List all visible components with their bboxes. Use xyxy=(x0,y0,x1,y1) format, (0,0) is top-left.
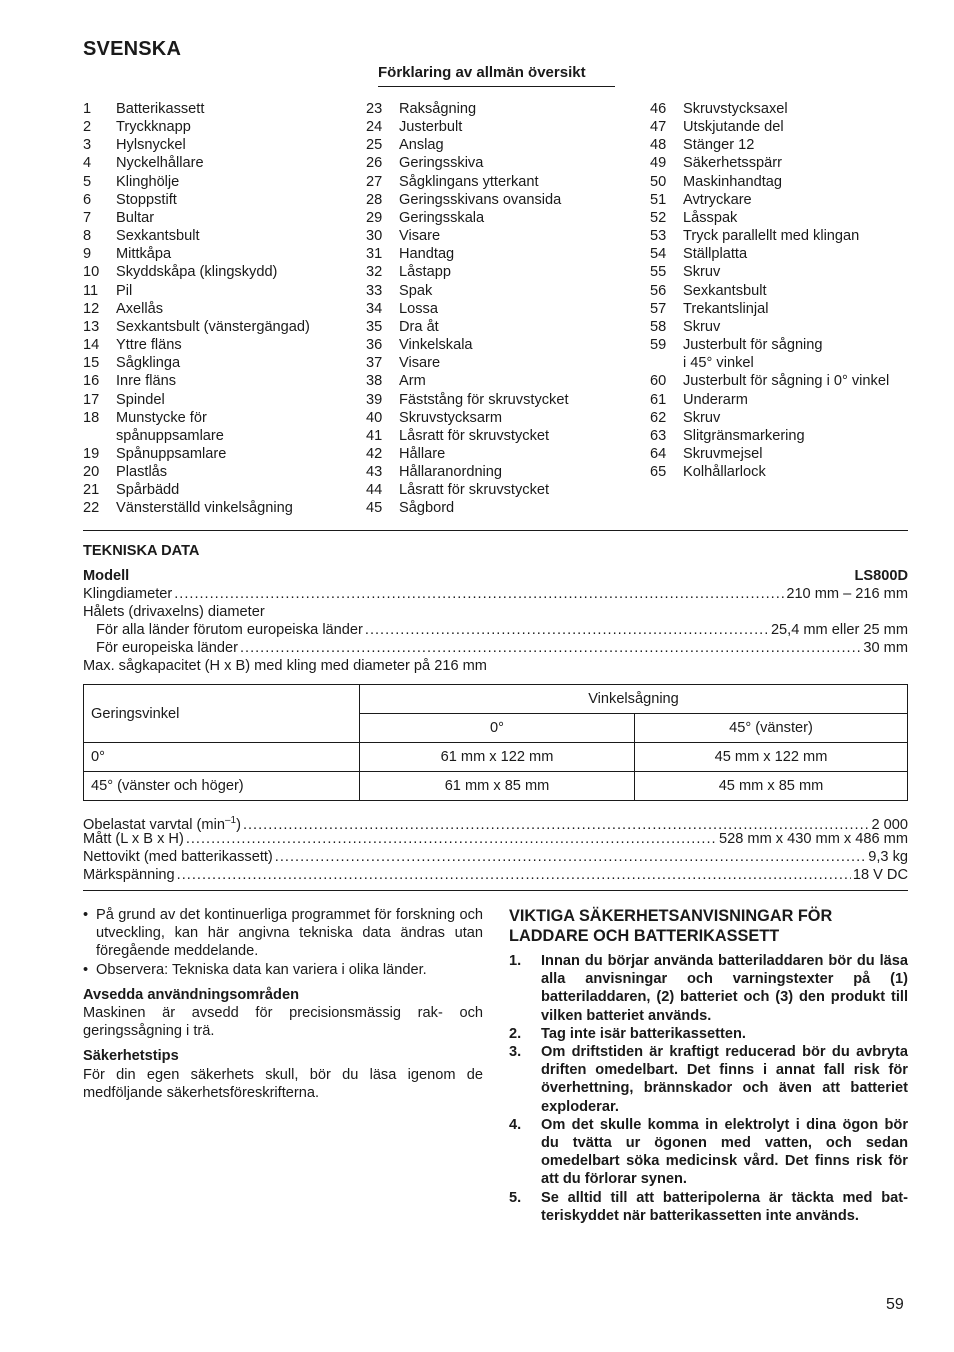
list-item xyxy=(366,263,569,281)
list-item xyxy=(650,136,889,154)
legend-label: Yttre fläns xyxy=(116,337,182,354)
safety-column xyxy=(509,906,908,1225)
list-item xyxy=(509,1025,908,1043)
legend-label: Munstycke för xyxy=(116,409,207,426)
legend-label: Skruvstycksaxel xyxy=(683,101,788,117)
legend-label: Pil xyxy=(116,282,133,299)
list-item xyxy=(366,336,569,354)
legend-label: Spak xyxy=(399,282,433,299)
legend-number: 52 xyxy=(650,209,667,226)
leader-dots xyxy=(365,621,769,639)
safety-tips-text: För din egen säkerhets skull, bör du läsa igenom de medföljande säkerhetsföreskrifterna. xyxy=(83,1066,483,1101)
list-item xyxy=(366,300,569,318)
legend-label: Fäststång för skruvstycket xyxy=(399,391,569,408)
legend-number: 36 xyxy=(366,337,383,354)
leader-dots xyxy=(174,585,784,603)
legend-number: 40 xyxy=(366,409,383,426)
legend-number: 16 xyxy=(83,373,100,390)
list-item xyxy=(83,499,310,517)
list-item xyxy=(83,191,310,209)
list-item xyxy=(366,245,569,263)
leader-dots xyxy=(275,848,866,866)
legend-number: 11 xyxy=(83,282,99,299)
table-header-bevel-45: 45° (vänster) xyxy=(635,714,908,743)
legend-label: Dra åt xyxy=(399,318,439,335)
table-cell: 45 mm x 85 mm xyxy=(635,772,908,801)
legend-label: Vänsterställd vinkelsågning xyxy=(116,500,293,517)
legend-number: 22 xyxy=(83,500,100,517)
legend-number: 43 xyxy=(366,464,383,481)
legend-label: Geringsskiva xyxy=(399,155,484,172)
spec-speed-value: 2 000 xyxy=(871,816,908,833)
list-item xyxy=(83,209,310,227)
legend-number: 63 xyxy=(650,427,667,444)
bullet-icon: • xyxy=(83,961,89,978)
legend-label: Stoppstift xyxy=(116,191,177,208)
legend-column-1 xyxy=(83,100,310,518)
legend-number: 20 xyxy=(83,464,100,481)
legend-label: Låsspak xyxy=(683,209,738,226)
spec-voltage-row xyxy=(83,866,908,884)
list-item xyxy=(83,336,310,354)
legend-number: 34 xyxy=(366,300,383,317)
legend-label: Visare xyxy=(399,228,441,245)
legend-label: Kolhållarlock xyxy=(683,464,766,481)
legend-label: Lossa xyxy=(399,300,438,317)
legend-label: Raksågning xyxy=(399,101,477,117)
legend-number xyxy=(83,427,116,445)
spec-model-value: LS800D xyxy=(854,568,908,584)
legend-label: Tryckknapp xyxy=(116,119,191,136)
list-item xyxy=(83,282,310,300)
divider xyxy=(83,530,908,531)
table-cell: 61 mm x 122 mm xyxy=(360,743,635,772)
legend-number: 28 xyxy=(366,191,383,208)
list-item xyxy=(366,372,569,390)
list-item xyxy=(366,173,569,191)
legend-label: Låsratt för skruvstycket xyxy=(399,482,550,499)
legend-label: Stänger 12 xyxy=(683,137,755,154)
list-item xyxy=(650,336,889,354)
list-item xyxy=(83,391,310,409)
list-item xyxy=(650,463,889,481)
leader-dots xyxy=(240,639,861,657)
legend-label: Slitgränsmarkering xyxy=(683,427,805,444)
spec-capacity-row xyxy=(83,657,908,675)
table-header-bevel-0: 0° xyxy=(360,714,635,743)
legend-number: 7 xyxy=(83,209,92,226)
list-item xyxy=(83,445,310,463)
safety-item-number: 5. xyxy=(509,1189,522,1206)
legend-number: 38 xyxy=(366,373,383,390)
legend-number xyxy=(650,354,683,372)
list-item xyxy=(366,463,569,481)
list-item xyxy=(650,191,889,209)
legend-label: Underarm xyxy=(683,391,748,408)
spec-model-row xyxy=(83,567,908,585)
table-cell: 0° xyxy=(84,743,360,772)
legend-number: 3 xyxy=(83,137,92,154)
list-item xyxy=(650,391,889,409)
legend-title: Förklaring av allmän översikt xyxy=(378,64,615,87)
legend-label: Skruvmejsel xyxy=(683,445,763,462)
spec-voltage-label: Märkspänning xyxy=(83,867,175,883)
legend-number: 41 xyxy=(366,427,383,444)
list-item xyxy=(366,209,569,227)
legend-number: 25 xyxy=(366,137,383,154)
safety-tips-title: Säkerhetstips xyxy=(83,1048,179,1065)
list-item xyxy=(650,263,889,281)
legend-number: 65 xyxy=(650,464,667,481)
list-item xyxy=(650,245,889,263)
legend-column-3 xyxy=(650,100,889,481)
legend-number: 44 xyxy=(366,482,383,499)
legend-number: 57 xyxy=(650,300,667,317)
legend-number: 54 xyxy=(650,246,667,263)
spec-dims-row xyxy=(83,830,908,848)
legend-label: Spånuppsamlare xyxy=(116,445,227,462)
legend-number: 26 xyxy=(366,155,383,172)
spec-model-label: Modell xyxy=(83,568,130,584)
spec-hole-eu-label: För europeiska länder xyxy=(96,640,238,656)
list-item xyxy=(83,372,310,390)
legend-label: Klinghölje xyxy=(116,173,180,190)
legend-number: 2 xyxy=(83,119,92,136)
legend-label: spånuppsamlare xyxy=(116,427,224,444)
legend-number: 50 xyxy=(650,173,667,190)
spec-hole-label: Hålets (drivaxelns) diameter xyxy=(83,604,265,620)
legend-label: Spindel xyxy=(116,391,165,408)
legend-number: 60 xyxy=(650,373,667,390)
legend-number: 19 xyxy=(83,445,100,462)
spec-speed-label-end: ) xyxy=(236,816,241,833)
spec-speed-sup: –1 xyxy=(224,815,237,826)
legend-number: 29 xyxy=(366,209,383,226)
legend-number: 55 xyxy=(650,264,667,281)
legend-label: Avtryckare xyxy=(683,191,752,208)
legend-column-2 xyxy=(366,100,569,518)
list-item xyxy=(366,227,569,245)
legend-number: 61 xyxy=(650,391,667,408)
legend-label: Låstapp xyxy=(399,264,451,281)
legend-label: Sågklingans ytterkant xyxy=(399,173,539,190)
legend-number: 24 xyxy=(366,119,383,136)
legend-number: 35 xyxy=(366,318,383,335)
legend-number: 17 xyxy=(83,391,100,408)
bullet-icon: • xyxy=(83,907,89,923)
list-item xyxy=(83,481,310,499)
note-text: Observera: Tekniska data kan variera i olika länder. xyxy=(96,961,427,978)
table-cell: 45 mm x 122 mm xyxy=(635,743,908,772)
legend-label: Nyckelhållare xyxy=(116,155,204,172)
list-item xyxy=(83,154,310,172)
safety-item-text: Om driftstiden är kraftigt reducerad bör du avbryta driften omedelbart. Det finns i annat fall risk för överhettning, brännskador och även att batteriet exploderar. xyxy=(541,1044,908,1115)
legend-number: 13 xyxy=(83,318,100,335)
list-item xyxy=(366,154,569,172)
spec-blade-row xyxy=(83,585,908,603)
legend-label: Justerbult för sågning i 0° vinkel xyxy=(683,373,890,390)
list-item xyxy=(83,245,310,263)
spec-hole-noneu-value: 25,4 mm eller 25 mm xyxy=(770,622,908,638)
use-title: Avsedda användningsområden xyxy=(83,986,299,1003)
legend-label: Trekantslinjal xyxy=(683,300,769,317)
list-item xyxy=(509,1189,908,1225)
legend-label: Ställplatta xyxy=(683,246,748,263)
legend-number: 53 xyxy=(650,228,667,245)
list-item xyxy=(650,354,889,372)
list-item xyxy=(83,961,483,979)
list-item xyxy=(509,952,908,1025)
list-item xyxy=(83,227,310,245)
list-item xyxy=(83,100,310,118)
spec-blade-label: Klingdiameter xyxy=(83,586,173,602)
list-item xyxy=(509,1043,908,1116)
legend-label: Tryck parallellt med klingan xyxy=(683,228,860,245)
safety-item-text: Om det skulle komma in elektrolyt i dina ögon bör du tvätta ur ögonen med vatten, och sedan omedelbart söka medicinsk vård. Det finns risk för att du förlorar synen. xyxy=(541,1116,908,1188)
list-item xyxy=(366,318,569,336)
legend-number: 23 xyxy=(366,101,383,117)
list-item xyxy=(366,191,569,209)
legend-number: 6 xyxy=(83,191,92,208)
list-item xyxy=(650,209,889,227)
list-item xyxy=(366,391,569,409)
spec-blade-value: 210 mm – 216 mm xyxy=(786,586,908,602)
list-item xyxy=(366,100,569,118)
table-row xyxy=(84,743,908,772)
legend-label: Handtag xyxy=(399,246,455,263)
legend-number: 62 xyxy=(650,409,667,426)
spec-dims-value: 528 mm x 430 mm x 486 mm xyxy=(719,831,908,847)
spec-hole-eu-row xyxy=(96,639,908,657)
safety-item-text: Se alltid till att batteripolerna är täckta med batteriskyddet när batterikassetten inte används. xyxy=(541,1189,908,1224)
section-language-heading: SVENSKA xyxy=(83,38,182,60)
spec-hole-noneu-row xyxy=(96,621,908,639)
list-item xyxy=(83,136,310,154)
legend-label: i 45° vinkel xyxy=(683,355,754,372)
list-item xyxy=(366,136,569,154)
legend-number: 27 xyxy=(366,173,383,190)
legend-label: Hållaranordning xyxy=(399,464,503,481)
legend-number: 33 xyxy=(366,282,383,299)
legend-label: Skruv xyxy=(683,409,721,426)
list-item xyxy=(650,427,889,445)
list-item xyxy=(650,173,889,191)
legend-label: Sexkantsbult xyxy=(116,228,200,245)
safety-list xyxy=(509,952,908,1225)
legend-label: Sågklinga xyxy=(116,355,181,372)
spec-hole-eu-value: 30 mm xyxy=(863,640,908,656)
legend-label: Bultar xyxy=(116,209,155,226)
notes-column xyxy=(83,906,483,1102)
spec-capacity-label: Max. sågkapacitet (H x B) med kling med diameter på 216 mm xyxy=(83,658,487,674)
legend-number: 47 xyxy=(650,119,667,136)
safety-item-number: 4. xyxy=(509,1116,522,1133)
list-item xyxy=(83,173,310,191)
legend-label: Vinkelskala xyxy=(399,337,473,354)
legend-number: 45 xyxy=(366,500,383,517)
legend-label: Arm xyxy=(399,373,426,390)
legend-number: 12 xyxy=(83,300,100,317)
legend-label: Skyddskåpa (klingskydd) xyxy=(116,264,278,281)
legend-label: Geringsskala xyxy=(399,209,485,226)
list-item xyxy=(83,463,310,481)
spec-weight-row xyxy=(83,848,908,866)
legend-number: 18 xyxy=(83,409,100,426)
list-item xyxy=(650,282,889,300)
legend-number: 59 xyxy=(650,337,667,354)
legend-label: Plastlås xyxy=(116,464,168,481)
safety-item-text: Innan du börjar använda batteriladdaren bör du läsa alla anvisningar och varningstexter på (1) batteriladdaren, (2) batteriet och (3) den produkt till vilken batteriet används. xyxy=(541,953,908,1024)
legend-label: Axellås xyxy=(116,300,164,317)
legend-label: Mittkåpa xyxy=(116,246,172,263)
legend-number: 56 xyxy=(650,282,667,299)
legend-number: 64 xyxy=(650,445,667,462)
safety-title: VIKTIGA SÄKERHETSANVISNINGAR FÖR LADDARE OCH BATTERIKASSETT xyxy=(509,907,833,945)
list-item xyxy=(650,372,889,390)
table-row xyxy=(84,772,908,801)
legend-label: Säkerhetsspärr xyxy=(683,155,782,172)
legend-number: 42 xyxy=(366,445,383,462)
legend-number: 49 xyxy=(650,155,667,172)
list-item xyxy=(650,227,889,245)
safety-item-number: 3. xyxy=(509,1044,522,1061)
list-item xyxy=(366,481,569,499)
legend-number: 8 xyxy=(83,228,92,245)
spec-voltage-value: 18 V DC xyxy=(852,867,908,883)
legend-number: 9 xyxy=(83,246,92,263)
spec-dims-label: Mått (L x B x H) xyxy=(83,831,184,847)
list-item xyxy=(83,118,310,136)
list-item xyxy=(650,445,889,463)
legend-label: Hållare xyxy=(399,445,446,462)
legend-label: Maskinhandtag xyxy=(683,173,782,190)
safety-item-text: Tag inte isär batterikassetten. xyxy=(541,1025,746,1042)
legend-number: 32 xyxy=(366,264,383,281)
table-header-bevel: Vinkelsågning xyxy=(360,685,908,714)
list-item xyxy=(366,354,569,372)
legend-number: 4 xyxy=(83,155,92,172)
legend-label: Skruv xyxy=(683,264,721,281)
legend-label: Visare xyxy=(399,355,441,372)
safety-item-number: 1. xyxy=(509,953,522,969)
legend-number: 51 xyxy=(650,191,667,208)
table-cell: 45° (vänster och höger) xyxy=(84,772,360,801)
legend-label: Justerbult xyxy=(399,119,463,136)
legend-label: Sexkantsbult (vänstergängad) xyxy=(116,318,310,335)
legend-label: Skruv xyxy=(683,318,721,335)
legend-label: Sexkantsbult xyxy=(683,282,767,299)
list-item xyxy=(366,499,569,517)
list-item xyxy=(83,906,483,961)
legend-label: Låsratt för skruvstycket xyxy=(399,427,550,444)
list-item xyxy=(83,409,310,427)
legend-label: Batterikassett xyxy=(116,101,205,117)
legend-number: 1 xyxy=(83,101,92,117)
list-item xyxy=(650,300,889,318)
legend-number: 30 xyxy=(366,228,383,245)
list-item xyxy=(366,445,569,463)
list-item xyxy=(509,1116,908,1189)
list-item xyxy=(83,300,310,318)
spec-speed-label-text: Obelastat varvtal (min xyxy=(83,816,225,833)
leader-dots xyxy=(186,830,717,848)
legend-label: Skruvstycksarm xyxy=(399,409,502,426)
list-item xyxy=(366,409,569,427)
legend-label: Geringsskivans ovansida xyxy=(399,191,562,208)
list-item xyxy=(83,354,310,372)
spec-hole-row xyxy=(83,603,908,621)
list-item xyxy=(650,154,889,172)
legend-label: Justerbult för sågning xyxy=(683,337,823,354)
capacity-table xyxy=(83,684,908,801)
list-item xyxy=(650,100,889,118)
legend-number: 58 xyxy=(650,318,667,335)
legend-number: 21 xyxy=(83,482,100,499)
legend-number: 48 xyxy=(650,137,667,154)
legend-number: 5 xyxy=(83,173,92,190)
leader-dots xyxy=(177,866,851,884)
table-cell: 61 mm x 85 mm xyxy=(360,772,635,801)
legend-number: 46 xyxy=(650,101,667,117)
spec-hole-noneu-label: För alla länder förutom europeiska länder xyxy=(96,622,363,638)
spec-weight-label: Nettovikt (med batterikassett) xyxy=(83,849,273,865)
legend-number: 37 xyxy=(366,355,383,372)
legend-number: 14 xyxy=(83,337,100,354)
list-item xyxy=(650,118,889,136)
divider xyxy=(83,890,908,891)
legend-label: Spårbädd xyxy=(116,482,180,499)
list-item xyxy=(366,427,569,445)
legend-label: Utskjutande del xyxy=(683,119,784,136)
legend-label: Sågbord xyxy=(399,500,455,517)
list-item xyxy=(366,282,569,300)
spec-weight-value: 9,3 kg xyxy=(868,849,908,865)
list-item xyxy=(366,118,569,136)
use-text: Maskinen är avsedd för precisionsmässig rak- och geringssågning i trä. xyxy=(83,1005,483,1040)
legend-label: Hylsnyckel xyxy=(116,137,186,154)
list-item xyxy=(650,318,889,336)
legend-number: 10 xyxy=(83,264,100,281)
legend-label: Anslag xyxy=(399,137,444,154)
legend-number: 31 xyxy=(366,246,383,263)
list-item xyxy=(83,318,310,336)
list-item xyxy=(83,263,310,281)
note-text: På grund av det kontinuerliga programmet för forskning och utveckling, kan här angivna tekniska data ändras utan föregående meddelande. xyxy=(96,907,483,960)
legend-label: Inre fläns xyxy=(116,373,177,390)
table-header-mitre: Geringsvinkel xyxy=(84,685,360,743)
legend-number: 15 xyxy=(83,355,100,372)
list-item xyxy=(83,427,310,445)
page-number: 59 xyxy=(886,1296,904,1313)
legend-number: 39 xyxy=(366,391,383,408)
specs-title: TEKNISKA DATA xyxy=(83,543,200,559)
list-item xyxy=(650,409,889,427)
safety-item-number: 2. xyxy=(509,1025,522,1042)
